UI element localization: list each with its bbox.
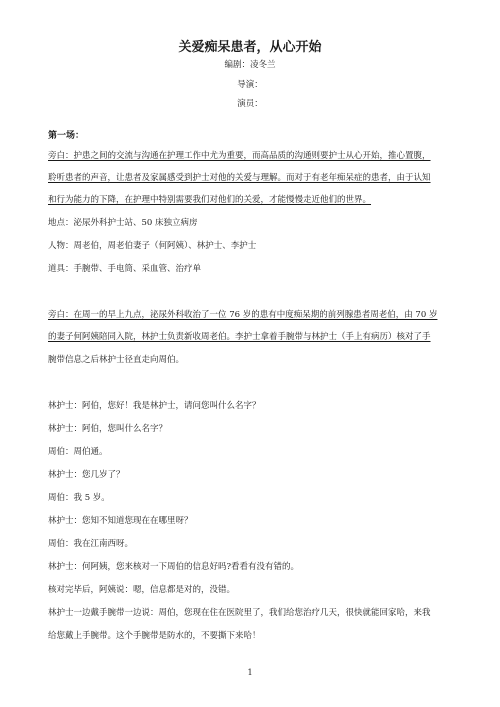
dialogue-line: 给您戴上手腕带。这个手腕带是防水的，不要撕下来哈！ xyxy=(48,631,261,641)
narration1-line: 聆听患者的声音，让患者及家属感受到护士对他的关爱与理解。而对于有老年痴呆症的患者，由于认知 xyxy=(48,173,431,183)
director-line: 导演： xyxy=(237,80,263,90)
location-line: 地点：泌尿外科护士站、50 床独立病房 xyxy=(48,218,198,228)
narration1-line: 旁白：护患之间的交流与沟通在护理工作中尤为重要，而高品质的沟通则要护士从心开始，推心置腹， xyxy=(48,151,431,161)
dialogue-line: 周伯：周伯通。 xyxy=(48,447,108,457)
actors-line: 演员： xyxy=(237,99,263,109)
dialogue-line: 林护士：您几岁了？ xyxy=(48,470,125,480)
screenwriter-line: 编剧：凌冬兰 xyxy=(224,60,276,70)
props-line: 道具：手腕带、手电筒、采血管、治疗单 xyxy=(48,264,202,274)
dialogue-line: 林护士：阿伯，您叫什么名字？ xyxy=(48,424,168,434)
characters-line: 人物：周老伯，周老伯妻子（何阿姨）、林护士、李护士 xyxy=(48,241,257,251)
scene-heading: 第一场： xyxy=(48,131,85,141)
narration1-line: 和行为能力的下降，在护理中特别需要我们对他们的关爱，才能慢慢走近他们的世界。 xyxy=(48,195,372,205)
narration2-line: 的妻子何阿姨陪同入院，林护士负责新收周老伯。李护士拿着手腕带与林护士（手上有病历）核对了手 xyxy=(48,332,431,342)
page-number: 1 xyxy=(247,668,253,677)
dialogue-line: 林护士一边戴手腕带一边说：周伯，您现在住在医院里了，我们给您治疗几天，很快就能回家哈，来我 xyxy=(48,608,431,618)
page-title: 关爱痴呆患者，从心开始 xyxy=(178,40,322,55)
dialogue-line: 周伯：我 5 岁。 xyxy=(48,493,110,503)
narration2-line: 旁白：在周一的早上九点，泌尿外科收治了一位 76 岁的患有中度痴呆期的前列腺患者周老伯，由 70 岁 xyxy=(48,310,438,320)
dialogue-line: 林护士：阿伯，您好！我是林护士，请问您叫什么名字？ xyxy=(48,401,261,411)
dialogue-line: 核对完毕后，阿姨说：嗯，信息都是对的，没错。 xyxy=(48,585,236,595)
dialogue-line: 周伯：我在江南西呀。 xyxy=(48,539,134,549)
narration2-line: 腕带信息之后林护士径直走向周伯。 xyxy=(48,355,185,365)
dialogue-line: 林护士：何阿姨，您来核对一下周伯的信息好吗?看看有没有错的。 xyxy=(48,562,300,572)
dialogue-line: 林护士：您知不知道您现在在哪里呀？ xyxy=(48,516,193,526)
